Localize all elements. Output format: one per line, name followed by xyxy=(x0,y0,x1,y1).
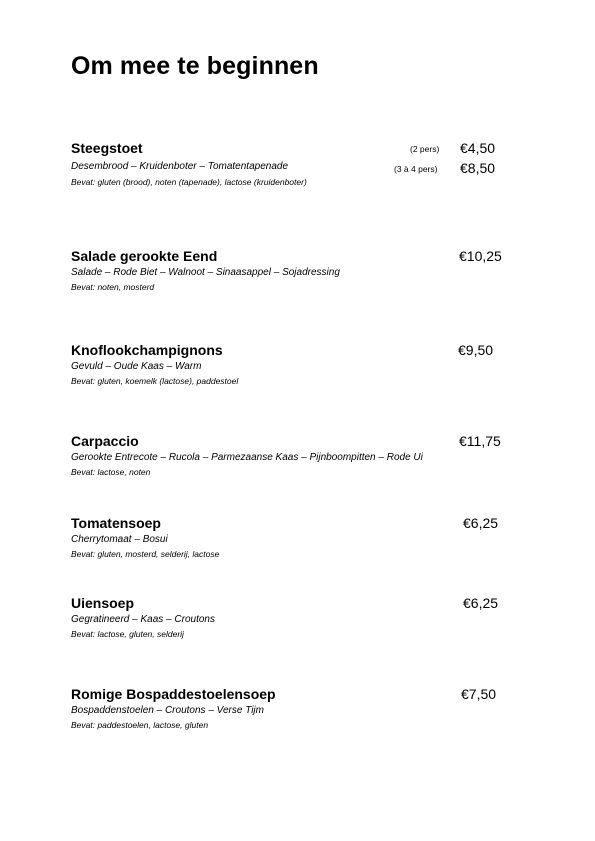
page-title: Om mee te beginnen xyxy=(71,52,319,80)
item-price: €6,25 xyxy=(463,595,499,611)
price-note: (2 pers) xyxy=(410,144,440,154)
item-price: €6,25 xyxy=(463,515,499,531)
item-allergens: Bevat: gluten, mosterd, selderij, lactose xyxy=(71,549,220,559)
item-price: €8,50 xyxy=(460,160,496,176)
item-description: Gevuld – Oude Kaas – Warm xyxy=(71,361,202,372)
item-name: Tomatensoep xyxy=(71,515,161,531)
item-price: €11,75 xyxy=(459,433,501,449)
price-note: (3 à 4 pers) xyxy=(394,164,438,174)
item-name: Salade gerookte Eend xyxy=(71,248,218,264)
item-description: Cherrytomaat – Bosui xyxy=(71,534,168,545)
item-allergens: Bevat: gluten, koemelk (lactose), paddestoel xyxy=(71,376,239,386)
item-name: Steegstoet xyxy=(71,140,143,156)
item-description: Gegratineerd – Kaas – Croutons xyxy=(71,614,215,625)
item-name: Carpaccio xyxy=(71,433,139,449)
item-description: Gerookte Entrecote – Rucola – Parmezaanse Kaas – Pijnboompitten – Rode Ui xyxy=(71,452,423,463)
item-allergens: Bevat: paddestoelen, lactose, gluten xyxy=(71,720,209,730)
item-name: Uiensoep xyxy=(71,595,135,611)
item-price: €9,50 xyxy=(458,342,494,358)
item-price: €10,25 xyxy=(459,248,502,264)
item-allergens: Bevat: lactose, gluten, selderij xyxy=(71,629,184,639)
item-description: Desembrood – Kruidenboter – Tomatentapenade xyxy=(71,161,289,172)
item-description: Salade – Rode Biet – Walnoot – Sinaasappel – Sojadressing xyxy=(71,267,340,278)
item-allergens: Bevat: gluten (brood), noten (tapenade), lactose (kruidenboter) xyxy=(71,177,307,187)
item-price: €4,50 xyxy=(460,140,496,156)
item-description: Bospaddenstoelen – Croutons – Verse Tijm xyxy=(71,705,264,716)
item-name: Knoflookchampignons xyxy=(71,342,223,358)
item-allergens: Bevat: lactose, noten xyxy=(71,467,151,477)
item-allergens: Bevat: noten, mosterd xyxy=(71,282,155,292)
item-price: €7,50 xyxy=(461,686,497,702)
item-name: Romige Bospaddestoelensoep xyxy=(71,686,276,702)
